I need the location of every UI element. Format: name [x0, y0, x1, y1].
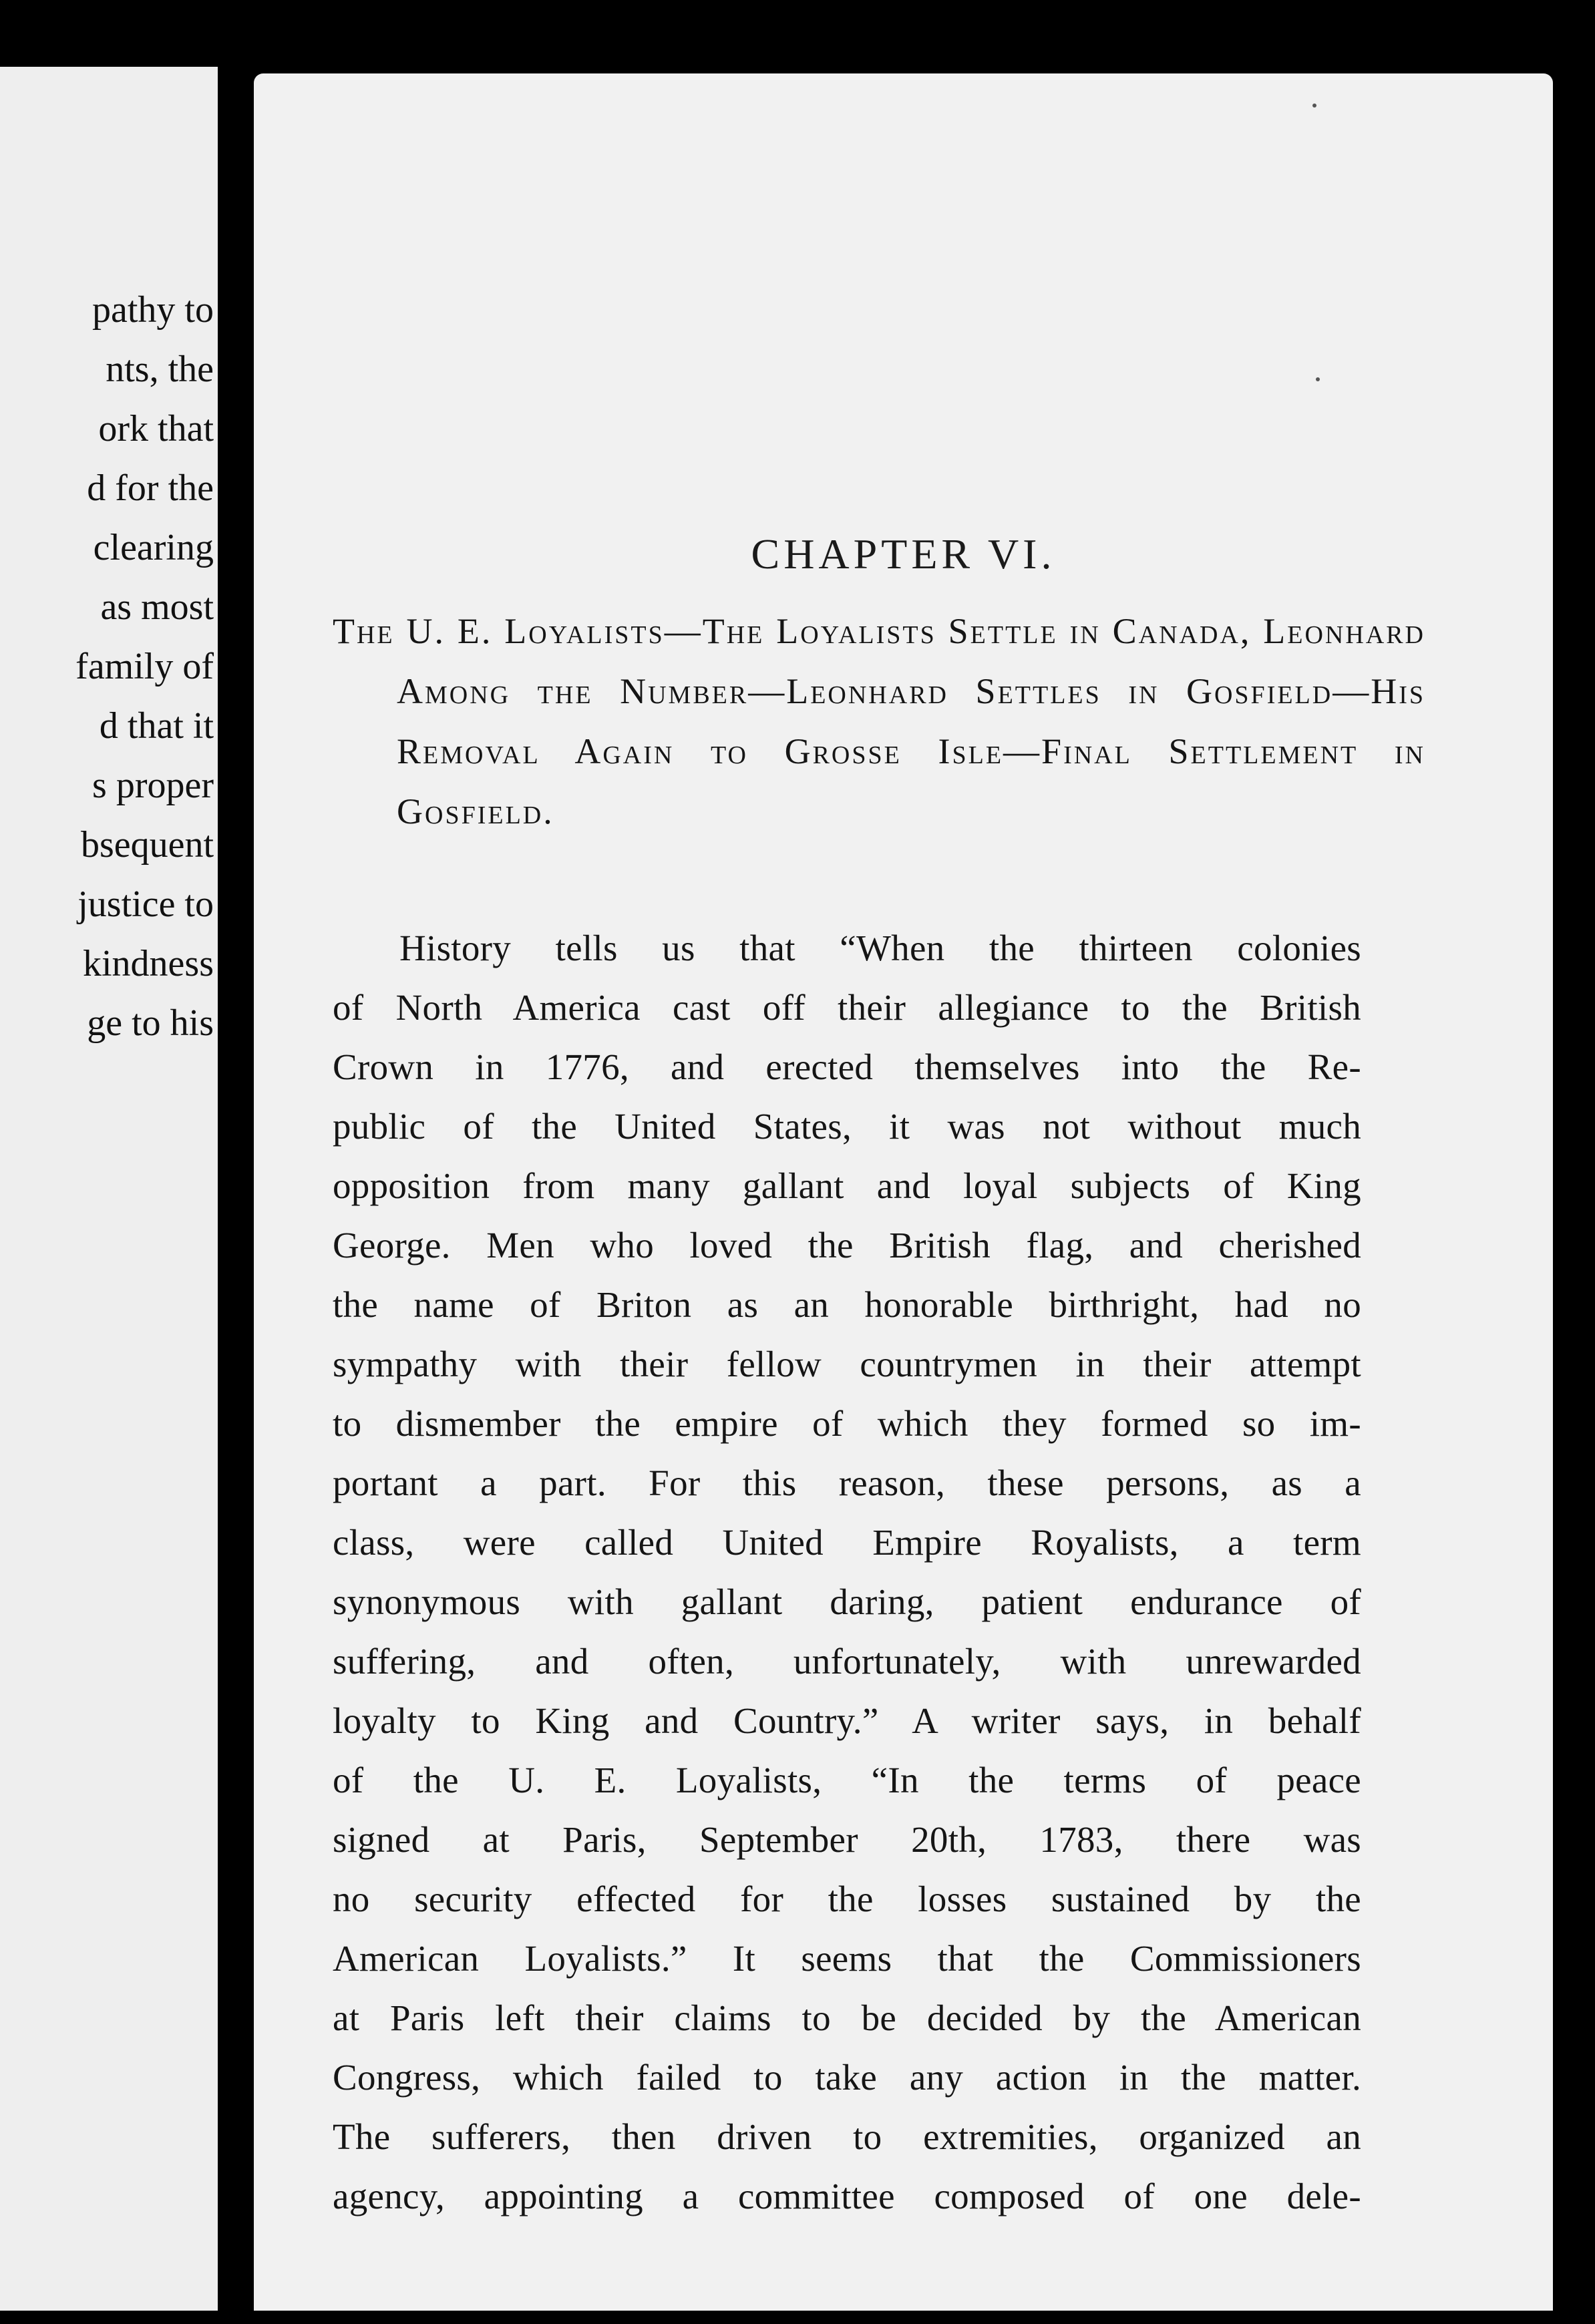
left-page-fragment [0, 67, 218, 2311]
text-line: public of the United States, it was not without much [333, 1106, 1361, 1147]
left-page-line: ork that [98, 408, 214, 449]
text-line: synonymous with gallant daring, patient endurance of [333, 1581, 1361, 1622]
text-line: portant a part. For this reason, these persons, as a [333, 1463, 1361, 1503]
left-page-line: d that it [99, 705, 214, 747]
text-line: History tells us that “When the thirteen colonies [399, 928, 1361, 968]
text-line: loyalty to King and Country.” A writer says, in behalf [333, 1700, 1361, 1741]
chapter-summary: The U. E. Loyalists—The Loyalists Settle in Canada, Leonhard Among the Number—Leonhard Settles in Gosfield—His Removal Again to Grosse Isle—Final Settlement in Gosfield. [333, 611, 1425, 831]
left-page-line: s proper [92, 765, 214, 806]
text-line: to dismember the empire of which they formed so im- [333, 1403, 1361, 1444]
text-line: suffering, and often, unfortunately, with unrewarded [333, 1641, 1361, 1682]
text-line: The sufferers, then driven to extremities, organized an [333, 2116, 1361, 2157]
text-line: of North America cast off their allegiance to the British [333, 987, 1361, 1028]
text-line: Congress, which failed to take any action in the matter. [333, 2057, 1361, 2098]
text-line: opposition from many gallant and loyal subjects of King [333, 1165, 1361, 1206]
text-line: George. Men who loved the British flag, and cherished [333, 1225, 1361, 1266]
left-page-line: family of [75, 646, 214, 687]
left-page-line: ge to his [87, 1002, 214, 1044]
text-line: agency, appointing a committee composed of one dele- [333, 2176, 1361, 2216]
text-line: no security effected for the losses sustained by the [333, 1879, 1361, 1919]
text-line: at Paris left their claims to be decided by the American [333, 1997, 1361, 2038]
print-speck [1312, 104, 1316, 108]
print-speck [1316, 377, 1320, 381]
text-line: class, were called United Empire Royalists, a term [333, 1522, 1361, 1563]
left-page-line: pathy to [92, 289, 214, 331]
text-line: American Loyalists.” It seems that the Commissioners [333, 1938, 1361, 1979]
right-page [254, 73, 1553, 2311]
chapter-title: CHAPTER VI. [751, 530, 1056, 578]
left-page-line: bsequent [80, 824, 214, 865]
left-page-line: justice to [77, 884, 214, 925]
text-line: of the U. E. Loyalists, “In the terms of peace [333, 1760, 1361, 1800]
text-line: Crown in 1776, and erected themselves into the Re- [333, 1046, 1361, 1087]
left-page-line: clearing [93, 527, 214, 568]
text-line: the name of Briton as an honorable birthright, had no [333, 1284, 1361, 1325]
body-text [333, 918, 1361, 2226]
left-page-line: nts, the [106, 349, 214, 390]
text-line: signed at Paris, September 20th, 1783, there was [333, 1819, 1361, 1860]
left-page-line: kindness [83, 943, 214, 984]
left-page-line: as most [100, 586, 214, 628]
text-line: sympathy with their fellow countrymen in their attempt [333, 1344, 1361, 1384]
left-page-line: d for the [87, 467, 214, 509]
